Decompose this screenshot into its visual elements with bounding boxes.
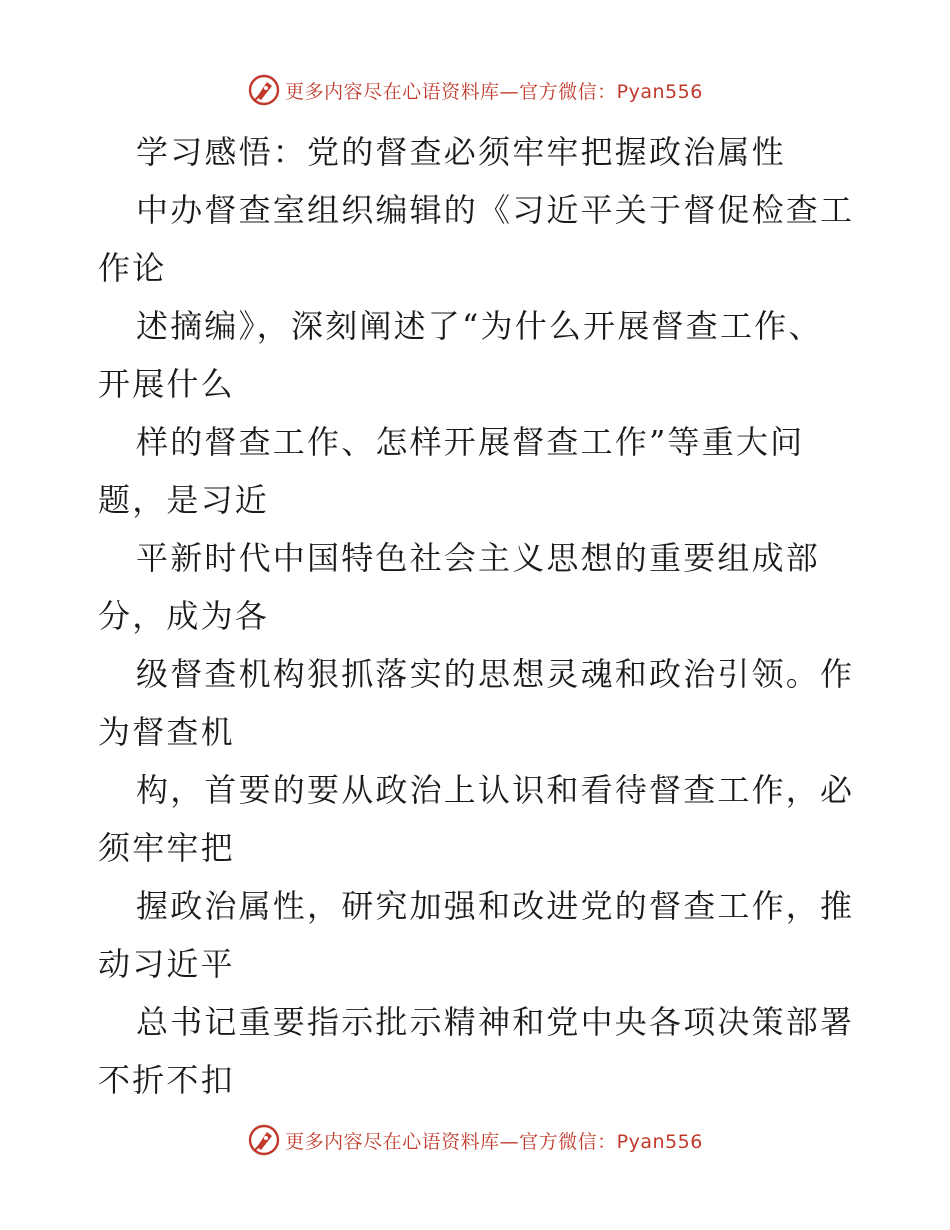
footer-banner	[0, 1120, 950, 1160]
text-line: 握政治属性，研究加强和改进党的督查工作，推	[136, 887, 855, 925]
pen-nib-logo-icon	[247, 73, 281, 107]
text-line: 作论	[98, 249, 167, 287]
text-line: 平新时代中国特色社会主义思想的重要组成部	[136, 539, 821, 577]
text-line: 不折不扣	[98, 1061, 235, 1099]
text-line: 动习近平	[98, 945, 235, 983]
text-line: 题，是习近	[98, 481, 270, 519]
text-line: 开展什么	[98, 365, 235, 403]
text-line: 中办督查室组织编辑的《习近平关于督促检查工	[136, 191, 855, 229]
text-line: 样的督查工作、怎样开展督查工作”等重大问	[136, 423, 805, 461]
header-banner	[0, 70, 950, 110]
text-line: 述摘编》，深刻阐述了“为什么开展督查工作、	[136, 307, 823, 345]
text-line: 须牢牢把	[98, 829, 235, 867]
text-line: 级督查机构狠抓落实的思想灵魂和政治引领。作	[136, 655, 855, 693]
footer-banner-text: 更多内容尽在心语资料库—官方微信：Pyan556	[285, 1130, 703, 1153]
header-banner-inner	[247, 73, 703, 107]
header-banner-text: 更多内容尽在心语资料库—官方微信：Pyan556	[285, 80, 703, 103]
text-line: 分，成为各	[98, 597, 270, 635]
pen-nib-logo-icon	[247, 1123, 281, 1157]
text-line: 为督查机	[98, 713, 235, 751]
text-line: 构，首要的要从政治上认识和看待督查工作，必	[136, 771, 855, 809]
text-line: 学习感悟：党的督查必须牢牢把握政治属性	[136, 133, 786, 171]
text-line: 总书记重要指示批示精神和党中央各项决策部署	[136, 1003, 855, 1041]
document-body	[98, 123, 858, 1109]
footer-banner-inner	[247, 1123, 703, 1157]
